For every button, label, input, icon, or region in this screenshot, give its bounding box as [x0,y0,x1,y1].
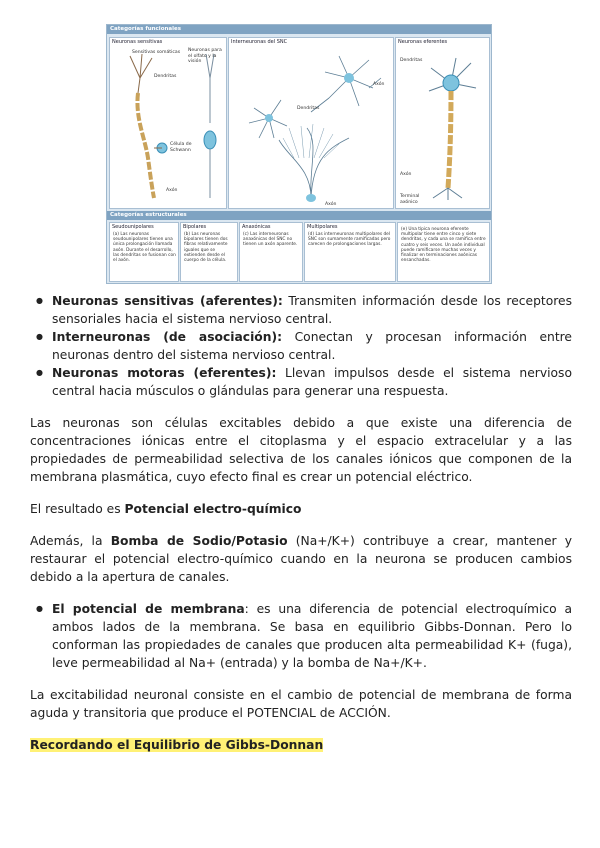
label-terminal-axonico: Terminal axónico [400,194,420,205]
struct-title-bipolares: Bipolares [183,224,207,230]
list-item [30,292,572,328]
resultado-pre: El resultado es [30,502,125,516]
label-celula-schwann: Célula de Schwann [170,142,192,153]
sensory-neurons-drawing [110,48,226,208]
bomba-pre: Además, la [30,534,111,548]
label-dendritas-2: Dendritas [297,106,320,111]
label-sensitivas-somaticas: Sensitivas somáticas [132,50,181,55]
desc-potencial-membrana: : es una diferencia de potencial electroquímico a ambos lados de la membrana. Se basa en equilibrio Gibbs-Donnan. Pero lo conforman las propiedades de canales que producen alta permeabilidad K+ (fuga), leve permeabilidad al Na+ (entrada) y la bomba de Na+/K+. [52,602,572,670]
struct-eferente [397,222,490,282]
struct-title-anaxonicas: Anaxónicas [242,224,271,230]
paragraph-excitables: Las neuronas son células excitables debido a que existe una diferencia de concentraciones iónicas entre el citoplasma y el espacio extracelular y a las propiedades de permeabilidad selectiva de los canales iónicos que componen de la membrana plasmática, cuyo efecto final es crear un potencial eléctrico. [30,416,572,484]
label-olfato-vision: Neuronas para el olfato y la visión [188,48,222,64]
panel-interneuronas [228,37,394,209]
paragraph-gibbs-donnan [30,736,572,754]
neuron-classification-figure [106,24,492,284]
desc-interneuronas: Conectan y procesan información entre neuronas dentro del sistema nervioso central. [52,330,572,362]
label-axon-2: Axón [373,82,385,87]
interneurons-drawing [229,48,393,208]
struct-seudounipolares [109,222,179,282]
panel-title-eferentes: Neuronas eferentes [398,39,448,45]
desc-motoras: Llevan impulsos desde el sistema nervioso central hacia músculos o glándulas para generar una respuesta. [52,366,572,398]
highlighted-heading: Recordando el Equilibrio de Gibbs-Donnan [30,738,324,752]
membrane-list [30,600,572,672]
struct-multipolares [304,222,396,282]
term-sensitivas: Neuronas sensitivas (aferentes): [52,294,283,308]
term-interneuronas: Interneuronas (de asociación): [52,330,283,344]
label-axon-3: Axón [325,202,337,207]
struct-caption-b: (b) Las neuronas bipolares tienen dos fibras relativamente iguales que se extienden desde el cuerpo de la célula. [184,232,228,264]
functional-categories-header: Categorías funcionales [107,25,491,34]
paragraph-bomba [30,532,572,586]
paragraph-excitabilidad: La excitabilidad neuronal consiste en el cambio de potencial de membrana de forma aguda y transitoria que produce el POTENCIAL de ACCIÓN. [30,688,572,720]
list-item [30,600,572,672]
panel-eferentes [395,37,490,209]
list-item [30,328,572,364]
structural-categories-header: Categorías estructurales [107,211,491,220]
label-axon-4: Axón [400,172,412,177]
document-body [30,292,572,754]
list-item [30,364,572,400]
struct-caption-a: (a) Las neuronas seudounipolares tienen una única prolongación llamada axón. Durante el desarrollo, las dendritas se fusionan con el axón. [113,232,176,264]
struct-caption-c: (c) Las interneuronas anaxónicas del SNC no tienen un axón aparente. [243,232,298,248]
desc-sensitivas: Transmiten información desde los receptores sensoriales hacia el sistema nervioso central. [52,294,572,326]
neuron-types-list [30,292,572,400]
struct-caption-e: (e) Una típica neurona eferente multipolar tiene entre cinco y siete dendritas, y cada una se ramifica entre cuatro y seis veces. Un axón individual puede ramificarse muchas veces y finalizar en terminaciones axónicas ensanchadas. [401,227,486,264]
label-dendritas: Dendritas [154,74,177,79]
panel-title-sensitivas: Neuronas sensitivas [112,39,163,45]
resultado-term: Potencial electro-químico [124,502,302,516]
struct-anaxonicas [239,222,303,282]
term-potencial-membrana: El potencial de membrana [52,602,245,616]
paragraph-resultado [30,500,572,518]
struct-title-multipolares: Multipolares [307,224,338,230]
label-axon: Axón [166,188,178,193]
panel-sensitivas [109,37,227,209]
efferent-neuron-drawing [396,48,489,208]
struct-title-seudounipolares: Seudounipolares [112,224,154,230]
struct-caption-d: (d) Las interneuronas multipolares del SNC son sumamente ramificadas pero carecen de prolongaciones largas. [308,232,391,248]
label-dendritas-3: Dendritas [400,58,423,63]
struct-bipolares [180,222,238,282]
panel-title-interneuronas: Interneuronas del SNC [231,39,288,45]
bomba-term: Bomba de Sodio/Potasio [110,534,288,548]
bomba-post: (Na+/K+) contribuye a crear, mantener y restaurar el potencial electro-químico cuando en la neurona se producen cambios debido a la apertura de canales. [30,534,573,584]
term-motoras: Neuronas motoras (eferentes): [52,366,277,380]
